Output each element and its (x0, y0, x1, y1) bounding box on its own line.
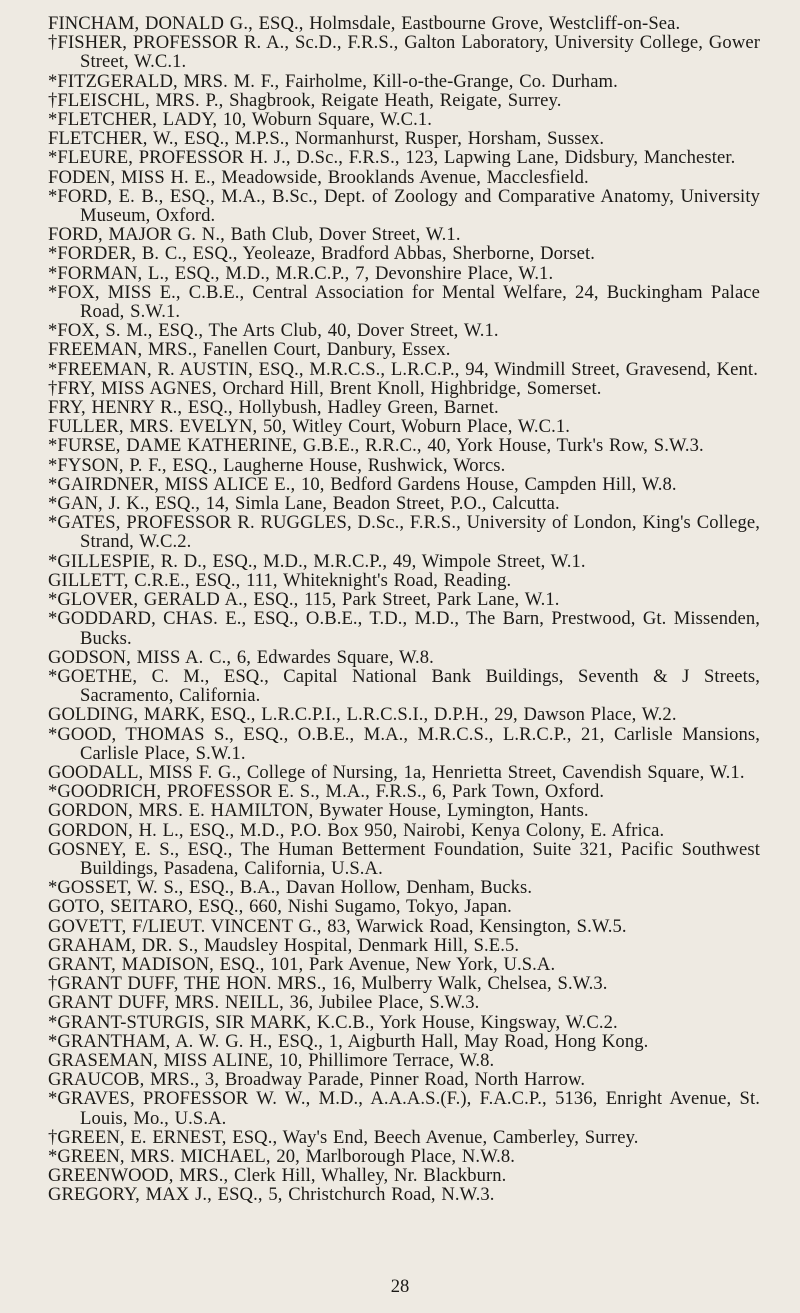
page-number: 28 (390, 1276, 410, 1297)
member-entry: *GOODRICH, PROFESSOR E. S., M.A., F.R.S., 6, Park Town, Oxford. (48, 781, 605, 803)
member-entry: FINCHAM, DONALD G., ESQ., Holmsdale, Eastbourne Grove, Westcliff-on-Sea. (48, 13, 681, 34)
member-entry: GRASEMAN, MISS ALINE, 10, Phillimore Terrace, W.8. (48, 1049, 495, 1071)
member-entry: *GRANT-STURGIS, SIR MARK, K.C.B., York House, Kingsway, W.C.2. (48, 1011, 618, 1033)
member-entry: *FLEURE, PROFESSOR H. J., D.Sc., F.R.S., 123, Lapwing Lane, Didsbury, Manchester. (48, 147, 736, 169)
member-entry: *FLETCHER, LADY, 10, Woburn Square, W.C.1. (48, 109, 433, 131)
member-entry: *FURSE, DAME KATHERINE, G.B.E., R.R.C., 40, York House, Turk's Row, S.W.3. (48, 435, 704, 457)
member-entry: *GREEN, MRS. MICHAEL, 20, Marlborough Place, N.W.8. (48, 1145, 515, 1167)
member-entry: GORDON, H. L., ESQ., M.D., P.O. Box 950, Nairobi, Kenya Colony, E. Africa. (48, 819, 665, 841)
member-entry: *GILLESPIE, R. D., ESQ., M.D., M.R.C.P., 49, Wimpole Street, W.1. (48, 550, 586, 572)
member-entry: *FREEMAN, R. AUSTIN, ESQ., M.R.C.S., L.R.C.P., 94, Windmill Street, Gravesend, Kent. (48, 358, 758, 380)
member-entry: GRAHAM, DR. S., Maudsley Hospital, Denmark Hill, S.E.5. (48, 934, 520, 956)
member-entry: GRANT, MADISON, ESQ., 101, Park Avenue, New York, U.S.A. (48, 953, 556, 975)
member-entry: FLETCHER, W., ESQ., M.P.S., Normanhurst, Rusper, Horsham, Sussex. (48, 128, 605, 150)
member-entry: *FORD, E. B., ESQ., M.A., B.Sc., Dept. of Zoology and Comparative Anatomy, University Museum, Oxford. (48, 185, 760, 227)
member-entry: *GRANTHAM, A. W. G. H., ESQ., 1, Aigburth Hall, May Road, Hong Kong. (48, 1030, 649, 1052)
member-entry: †FLEISCHL, MRS. P., Shagbrook, Reigate Heath, Reigate, Surrey. (48, 89, 562, 111)
member-entry: *FORMAN, L., ESQ., M.D., M.R.C.P., 7, Devonshire Place, W.1. (48, 262, 554, 284)
member-entry: GRAUCOB, MRS., 3, Broadway Parade, Pinner Road, North Harrow. (48, 1069, 586, 1091)
member-entry: *GATES, PROFESSOR R. RUGGLES, D.Sc., F.R.S., University of London, King's College, Strand, W.C.2. (48, 512, 760, 553)
member-entry: *GOETHE, C. M., ESQ., Capital National Bank Buildings, Seventh & J Streets, Sacramento, California. (48, 665, 760, 707)
member-entry: FREEMAN, MRS., Fanellen Court, Danbury, Essex. (48, 339, 451, 361)
member-entry: FODEN, MISS H. E., Meadowside, Brooklands Avenue, Macclesfield. (48, 166, 589, 188)
member-entry: †FISHER, PROFESSOR R. A., Sc.D., F.R.S., Galton Laboratory, University College, Gower Street, W.C.1. (48, 32, 760, 73)
member-entry: GODSON, MISS A. C., 6, Edwardes Square, W.8. (48, 646, 434, 668)
member-entry: †GRANT DUFF, THE HON. MRS., 16, Mulberry Walk, Chelsea, S.W.3. (48, 973, 608, 995)
member-entry: *GAIRDNER, MISS ALICE E., 10, Bedford Gardens House, Campden Hill, W.8. (48, 473, 677, 495)
member-entry: GREGORY, MAX J., ESQ., 5, Christchurch Road, N.W.3. (48, 1184, 495, 1206)
member-entry: *FYSON, P. F., ESQ., Laugherne House, Rushwick, Worcs. (48, 454, 506, 476)
member-entry: *GOOD, THOMAS S., ESQ., O.B.E., M.A., M.R.C.S., L.R.C.P., 21, Carlisle Mansions, Carlisle Place, S.W.1. (48, 723, 760, 764)
member-entry: *GOSSET, W. S., ESQ., B.A., Davan Hollow, Denham, Bucks. (48, 877, 533, 899)
member-entry: †GREEN, E. ERNEST, ESQ., Way's End, Beech Avenue, Camberley, Surrey. (48, 1126, 639, 1148)
member-entry: *GAN, J. K., ESQ., 14, Simla Lane, Beadon Street, P.O., Calcutta. (48, 493, 560, 515)
member-entry: *FOX, S. M., ESQ., The Arts Club, 40, Dover Street, W.1. (48, 320, 499, 342)
member-list (48, 14, 760, 1205)
member-entry: FORD, MAJOR G. N., Bath Club, Dover Street, W.1. (48, 224, 461, 246)
member-entry: FULLER, MRS. EVELYN, 50, Witley Court, Woburn Place, W.C.1. (48, 416, 570, 438)
member-entry: GREENWOOD, MRS., Clerk Hill, Whalley, Nr. Blackburn. (48, 1165, 507, 1187)
member-entry: GORDON, MRS. E. HAMILTON, Bywater House, Lymington, Hants. (48, 800, 589, 822)
member-entry: *GLOVER, GERALD A., ESQ., 115, Park Street, Park Lane, W.1. (48, 589, 560, 611)
member-entry: FRY, HENRY R., ESQ., Hollybush, Hadley Green, Barnet. (48, 397, 499, 419)
member-entry: †FRY, MISS AGNES, Orchard Hill, Brent Knoll, Highbridge, Somerset. (48, 377, 602, 399)
member-entry: GOSNEY, E. S., ESQ., The Human Betterment Foundation, Suite 321, Pacific Southwest Buildings, Pasadena, California, U.S.A. (48, 838, 760, 879)
member-entry: GOODALL, MISS F. G., College of Nursing, 1a, Henrietta Street, Cavendish Square, W.1. (48, 761, 745, 783)
member-entry: *FORDER, B. C., ESQ., Yeoleaze, Bradford Abbas, Sherborne, Dorset. (48, 243, 596, 265)
member-entry: GOVETT, F/LIEUT. VINCENT G., 83, Warwick Road, Kensington, S.W.5. (48, 915, 627, 937)
member-entry: *GODDARD, CHAS. E., ESQ., O.B.E., T.D., M.D., The Barn, Prestwood, Gt. Missenden, Bucks. (48, 608, 760, 649)
member-entry: GRANT DUFF, MRS. NEILL, 36, Jubilee Place, S.W.3. (48, 992, 480, 1014)
member-entry: GILLETT, C.R.E., ESQ., 111, Whiteknight's Road, Reading. (48, 569, 512, 591)
member-entry: *GRAVES, PROFESSOR W. W., M.D., A.A.A.S.(F.), F.A.C.P., 5136, Enright Avenue, St. Louis, Mo., U.S.A. (48, 1088, 760, 1129)
member-entry: GOLDING, MARK, ESQ., L.R.C.P.I., L.R.C.S.I., D.P.H., 29, Dawson Place, W.2. (48, 704, 677, 726)
member-entry: *FITZGERALD, MRS. M. F., Fairholme, Kill-o-the-Grange, Co. Durham. (48, 70, 618, 92)
member-entry: GOTO, SEITARO, ESQ., 660, Nishi Sugamo, Tokyo, Japan. (48, 896, 512, 918)
member-entry: *FOX, MISS E., C.B.E., Central Association for Mental Welfare, 24, Buckingham Palace Road, S.W.1. (48, 281, 760, 323)
